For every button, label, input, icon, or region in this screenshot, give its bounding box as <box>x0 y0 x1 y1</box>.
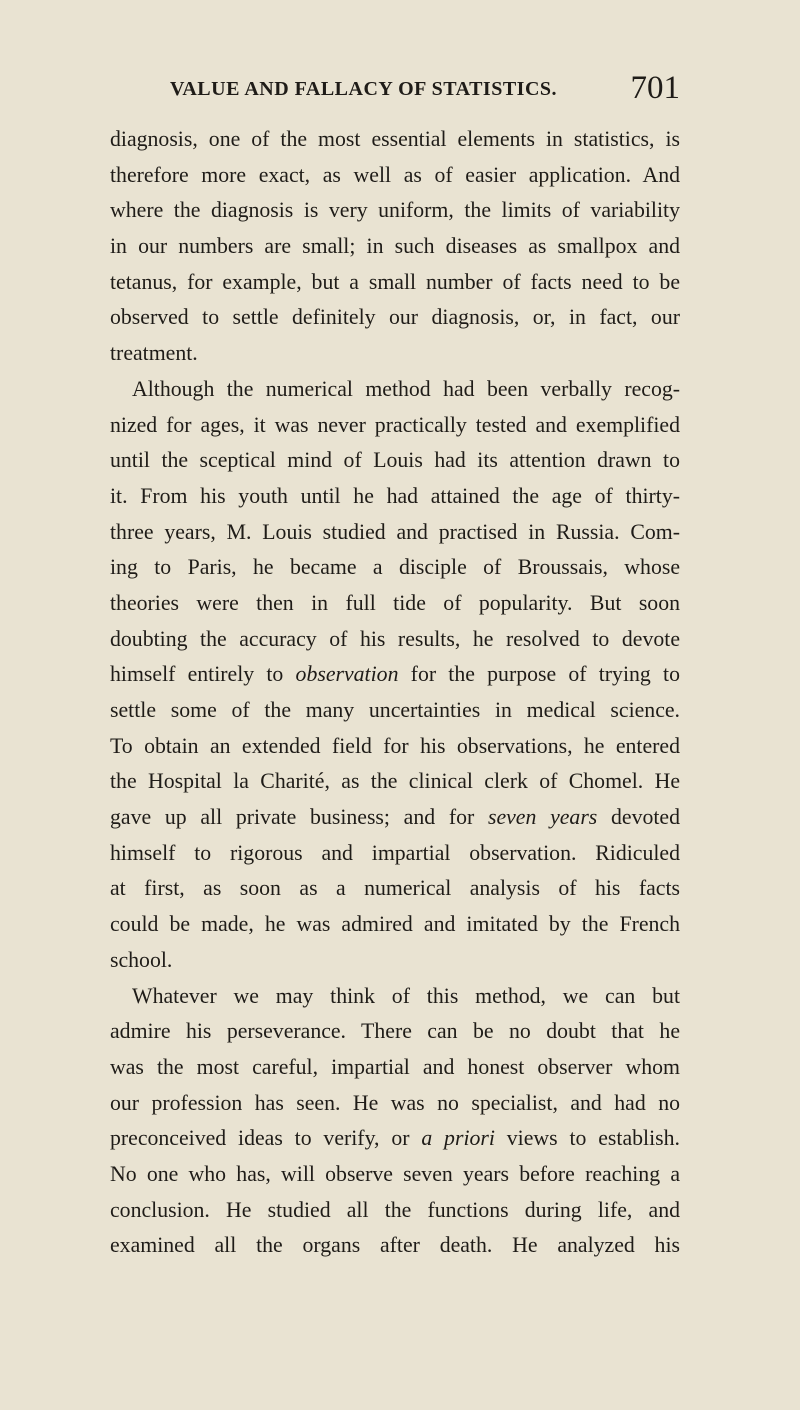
text-line: admire his perseverance. There can be no doubt that he <box>110 1019 680 1044</box>
text-line <box>110 1121 680 1157</box>
text-line: observed to settle definitely our diagnosis, or, in fact, our <box>110 305 680 330</box>
text-line: where the diagnosis is very uniform, the limits of variability <box>110 198 680 223</box>
text-line: school. <box>110 947 173 972</box>
text-line: treatment. <box>110 341 198 366</box>
text-line: himself to rigorous and impartial observation. Ridiculed <box>110 840 680 865</box>
text-line: settle some of the many uncertainties in medical science. <box>110 698 680 722</box>
text-line: To obtain an extended field for his observations, he entered <box>110 733 680 758</box>
text-line: it. From his youth until he had attained the age of thirty- <box>110 483 680 508</box>
paragraph-start-line: Whatever we may think of this method, we can but <box>132 983 680 1008</box>
italic-seven-years: seven years <box>487 805 598 830</box>
text-line: theories were then in full tide of popularity. But soon <box>110 590 680 615</box>
text-line <box>110 657 680 693</box>
text-line: conclusion. He studied all the functions during life, and <box>110 1197 680 1222</box>
text-line: our profession has seen. He was no specialist, and had no <box>110 1090 680 1115</box>
text-line: until the sceptical mind of Louis had its attention drawn to <box>110 448 680 473</box>
text-segment: preconceived ideas to verify, or <box>110 1126 422 1151</box>
text-line: ing to Paris, he became a disciple of Broussais, whose <box>110 555 680 580</box>
text-line: the Hospital la Charité, as the clinical clerk of Chomel. He <box>110 769 680 794</box>
body-text <box>110 122 680 1264</box>
italic-a-priori: a priori <box>421 1126 495 1151</box>
paragraph-start-line: Although the numerical method had been verbally recog- <box>132 376 680 401</box>
italic-observation: observation <box>295 662 399 687</box>
text-line: diagnosis, one of the most essential elements in statistics, is <box>110 127 680 151</box>
text-line: in our numbers are small; in such diseases as smallpox and <box>110 234 680 259</box>
text-segment: views to establish. <box>494 1126 680 1151</box>
text-line: therefore more exact, as well as of easier application. And <box>110 162 680 187</box>
page-header <box>170 70 680 110</box>
text-line: nized for ages, it was never practically tested and exemplified <box>110 412 680 437</box>
text-segment: gave up all private business; and for <box>110 805 488 830</box>
text-segment: devoted <box>597 805 680 830</box>
text-segment: for the purpose of trying to <box>398 662 680 687</box>
text-line <box>110 800 680 836</box>
text-line: examined all the organs after death. He analyzed his <box>110 1233 680 1258</box>
text-segment: himself entirely to <box>110 662 296 687</box>
text-line: could be made, he was admired and imitated by the French <box>110 912 680 937</box>
text-line: three years, M. Louis studied and practised in Russia. Com- <box>110 519 680 544</box>
running-head: VALUE AND FALLACY OF STATISTICS. <box>170 78 558 100</box>
page-number: 701 <box>630 70 680 106</box>
text-line: at first, as soon as a numerical analysis of his facts <box>110 876 680 901</box>
text-line: tetanus, for example, but a small number of facts need to be <box>110 269 680 294</box>
text-line: No one who has, will observe seven years before reaching a <box>110 1161 680 1186</box>
text-line: doubting the accuracy of his results, he resolved to devote <box>110 626 680 651</box>
text-line: was the most careful, impartial and honest observer whom <box>110 1054 680 1079</box>
